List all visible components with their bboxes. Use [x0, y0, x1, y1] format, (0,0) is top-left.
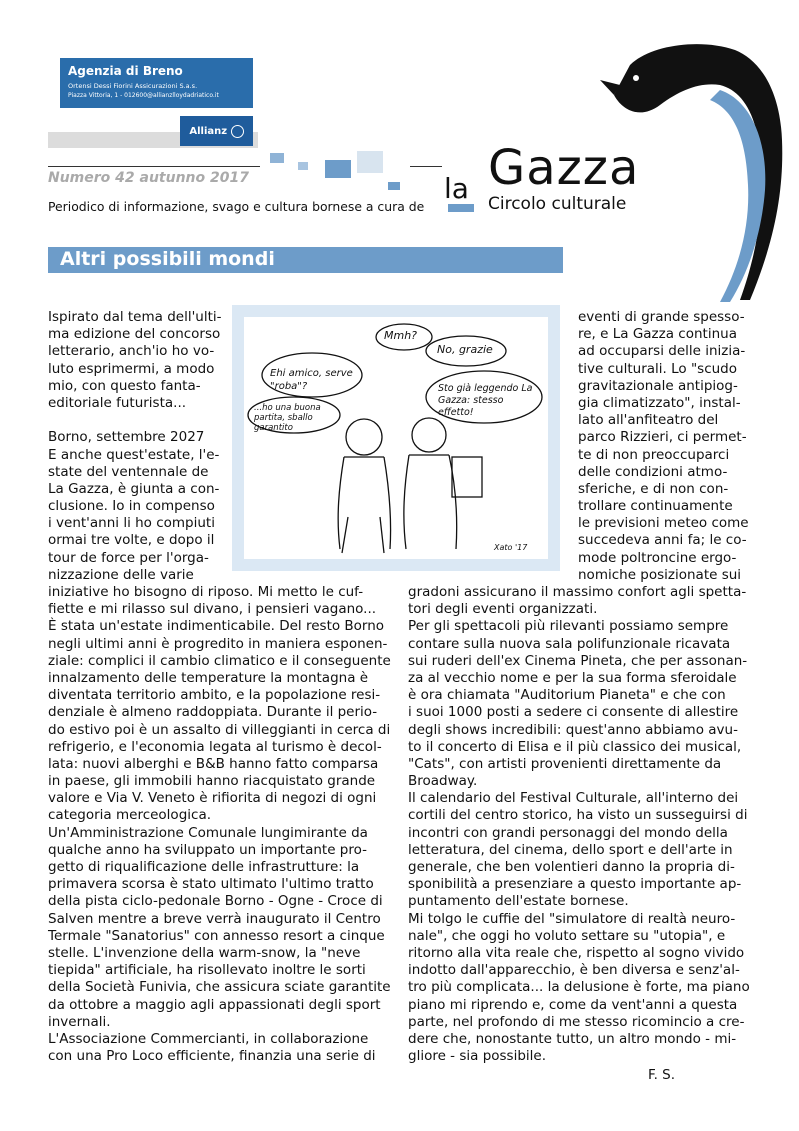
section-title: Altri possibili mondi	[60, 248, 275, 270]
decor-square	[270, 153, 284, 163]
agency-address: Piazza Vittoria, 1 - 012600@allianzlloydadriatico.it	[68, 92, 219, 99]
allianz-logo	[180, 116, 253, 146]
article-line: indotto dall'apparecchio, è ben diversa e senz'al-	[408, 962, 740, 979]
article-line: za al vecchio nome e per la sua forma sferoidale	[408, 669, 737, 686]
article-right-top	[578, 309, 749, 584]
article-line: lata: nuovi alberghi e B&B hanno fatto comparsa	[48, 755, 379, 772]
article-line: qualche anno ha sviluppato un importante pro-	[48, 841, 368, 858]
article-line: ritorno alla vita reale che, rispetto al sogno vivido	[408, 944, 745, 961]
decor-square	[388, 182, 400, 190]
article-line: nomiche posizionate sui	[578, 566, 742, 583]
article-line: innalzamento delle temperature la montagna è	[48, 669, 369, 686]
article-line: do estivo poi è un assalto di villeggianti in cerca di	[48, 721, 391, 738]
decor-square	[325, 160, 351, 178]
masthead-la: la	[444, 172, 469, 205]
article-line: Salven mentre a breve verrà inaugurato il Centro	[48, 910, 381, 927]
article-line: Termale "Sanatorius" con annesso resort a cinque	[48, 927, 385, 944]
article-line: tiepida" artificiale, ha risollevato inoltre le sorti	[48, 962, 366, 979]
article-right-bottom	[408, 584, 750, 1065]
article-signature: F. S.	[648, 1067, 676, 1083]
article-line: incontri con grandi personaggi del mondo della	[408, 824, 728, 841]
article-left-top	[48, 309, 222, 584]
article-line: state del ventennale de	[48, 463, 209, 480]
article-line: Ispirato dal tema dell'ulti-	[48, 309, 222, 325]
article-line: letteratura, del cinema, dello sport e dell'arte in	[408, 841, 733, 858]
article-line: ormai tre volte, e dopo il	[48, 532, 215, 549]
cartoon-speech-1: Mmh?	[384, 329, 418, 342]
cartoon-speech-2: No, grazie	[437, 343, 493, 356]
article-line: diventata territorio ambito, e la popolazione resi-	[48, 687, 381, 704]
article-line: mode poltroncine ergo-	[578, 549, 737, 566]
article-line: E anche quest'estate, l'e-	[48, 446, 220, 463]
article-line: è ora chiamata "Auditorium Pianeta" e che con	[408, 687, 726, 704]
cartoon-illustration	[244, 317, 548, 559]
article-line: sui ruderi dell'ex Cinema Pineta, che per assonan-	[408, 652, 748, 669]
article-line: refrigerio, e l'economia legata al turismo è decol-	[48, 738, 382, 755]
article-line: Mi tolgo le cuffie del "simulatore di realtà neuro-	[408, 910, 736, 927]
article-line: Borno, settembre 2027	[48, 429, 205, 446]
article-line: Un'Amministrazione Comunale lungimirante da	[48, 824, 368, 841]
article-line: La Gazza, è giunta a con-	[48, 480, 220, 497]
article-line: È stata un'estate indimenticabile. Del resto Borno	[48, 618, 385, 635]
cartoon-signature: Xato '17	[494, 543, 528, 552]
article-line: i suoi 1000 posti a sedere ci consente di allestire	[408, 704, 739, 721]
article-line: con una Pro Loco efficiente, finanzia una serie di	[48, 1048, 376, 1065]
article-line: gravitazionale antipiog-	[578, 377, 738, 394]
agency-name: Agenzia di Breno	[68, 64, 183, 78]
article-line: invernali.	[48, 1013, 111, 1030]
article-line: le previsioni meteo come	[578, 515, 749, 532]
article-line: valore e Via V. Veneto è rifiorita di negozi di ogni	[48, 790, 377, 807]
decor-square	[357, 151, 383, 173]
article-line: fiette e mi rilasso sul divano, i pensieri vagano...	[48, 601, 377, 618]
article-line: sferiche, e di non con-	[578, 480, 729, 497]
article-line: tori degli eventi organizzati.	[408, 601, 598, 618]
article-line: Il calendario del Festival Culturale, all'interno dei	[408, 790, 739, 807]
article-line: cortili del centro storico, ha visto un susseguirsi di	[408, 807, 748, 824]
article-line: categoria merceologica.	[48, 807, 212, 824]
article-left-bottom	[48, 584, 391, 1065]
article-line: nizzazione delle varie	[48, 566, 194, 583]
article-line: sponibilità a presenziare a questo importante ap-	[408, 876, 742, 893]
article-line: stelle. L'invenzione della warm-snow, la "neve	[48, 944, 361, 961]
cartoon-speech-5: ...ho una buona partita, sballo garantito	[254, 403, 321, 433]
article-line: contare sulla nuova sala polifunzionale ricavata	[408, 635, 731, 652]
article-line	[48, 412, 222, 429]
masthead-title: Gazza	[488, 140, 640, 196]
cartoon-speech-4: Sto già leggendo La Gazza: stesso effetto!	[438, 383, 533, 418]
section-bar	[48, 247, 563, 273]
article-line: te di non preoccuparci	[578, 446, 730, 463]
allianz-eagle-icon	[231, 125, 244, 138]
article-line: lato all'anfiteatro del	[578, 412, 719, 429]
article-line: luto esprimermi, a modo	[48, 360, 215, 377]
allianz-logo-text: Allianz	[189, 125, 228, 137]
article-line: re, e La Gazza continua	[578, 326, 737, 343]
article-line: editoriale futurista...	[48, 394, 187, 411]
article-line: tive culturali. Lo "scudo	[578, 360, 738, 377]
article-line: da ottobre a maggio agli appassionati degli sport	[48, 996, 381, 1013]
article-line: succedeva anni fa; le co-	[578, 532, 747, 549]
article-line: negli ultimi anni è progredito in maniera esponen-	[48, 635, 388, 652]
article-line: in paese, gli immobili hanno riacquistato grande	[48, 773, 376, 790]
article-line: Broadway.	[408, 773, 478, 790]
article-line: clusione. Io in compenso	[48, 498, 215, 515]
decor-square	[298, 162, 308, 170]
article-line: gradoni assicurano il massimo confort agli spetta-	[408, 584, 747, 600]
article-line: gliore - sia possibile.	[408, 1048, 547, 1065]
article-line: puntamento dell'estate bornese.	[408, 893, 629, 910]
article-line: ad occuparsi delle inizia-	[578, 343, 746, 360]
article-line: getto di riqualificazione delle infrastrutture: la	[48, 859, 360, 875]
article-line: parte, nel profondo di me stesso ricomincio a cre-	[408, 1013, 745, 1030]
article-line: primavera scorsa è stato ultimato l'ultimo tratto	[48, 876, 374, 893]
article-line: to il concerto di Elisa e il più classico dei musical,	[408, 738, 742, 755]
decor-square	[448, 204, 474, 212]
article-line: ziale: complici il cambio climatico e il conseguente	[48, 652, 391, 669]
article-line: della Società Funivia, che assicura sciate garantite	[48, 979, 391, 996]
article-line: L'Associazione Commercianti, in collaborazione	[48, 1030, 369, 1047]
issue-number: Numero 42 autunno 2017	[48, 170, 249, 186]
article-line: nale", che oggi ho voluto settare su "utopia", e	[408, 927, 726, 944]
masthead-circolo: Circolo culturale	[488, 194, 627, 214]
article-line: eventi di grande spesso-	[578, 309, 745, 325]
cartoon-speech-3: Ehi amico, serve "roba"?	[270, 368, 353, 392]
article-line: i vent'anni li ho compiuti	[48, 515, 215, 532]
agency-ad-banner	[60, 58, 253, 108]
article-line: trollare continuamente	[578, 498, 733, 515]
article-line: mio, con questo fanta-	[48, 377, 201, 394]
article-line: generale, che ben volentieri danno la propria di-	[408, 859, 735, 875]
article-line: Per gli spettacoli più rilevanti possiamo sempre	[408, 618, 729, 635]
article-line: tro più complicata... la delusione è forte, ma piano	[408, 979, 750, 996]
article-line: "Cats", con artisti provenienti direttamente da	[408, 755, 722, 772]
article-line: degli shows incredibili: quest'anno abbiamo avu-	[408, 721, 738, 738]
article-line: gia climatizzato", instal-	[578, 394, 741, 411]
masthead-rule-left	[48, 166, 260, 167]
article-line: iniziative ho bisogno di riposo. Mi metto le cuf-	[48, 584, 364, 600]
article-line: denziale è almeno raddoppiata. Durante il perio-	[48, 704, 378, 721]
article-line: piano mi riprendo e, come da vent'anni a questa	[408, 996, 738, 1013]
article-line: delle condizioni atmo-	[578, 463, 728, 480]
masthead-subtitle: Periodico di informazione, svago e cultura bornese a cura de	[48, 199, 425, 214]
cartoon-drawing	[244, 317, 548, 559]
article-line: dere che, nonostante tutto, un altro mondo - mi-	[408, 1030, 737, 1047]
article-line: parco Rizzieri, ci permet-	[578, 429, 747, 446]
masthead-rule-right	[410, 166, 442, 167]
article-line: della pista ciclo-pedonale Borno - Ogne - Croce di	[48, 893, 383, 910]
article-line: ma edizione del concorso	[48, 326, 221, 343]
article-line: tour de force per l'orga-	[48, 549, 209, 566]
agency-company: Ortensi Dessi Fiorini Assicurazioni S.a.s.	[68, 82, 198, 90]
article-line: letterario, anch'io ho vo-	[48, 343, 215, 360]
